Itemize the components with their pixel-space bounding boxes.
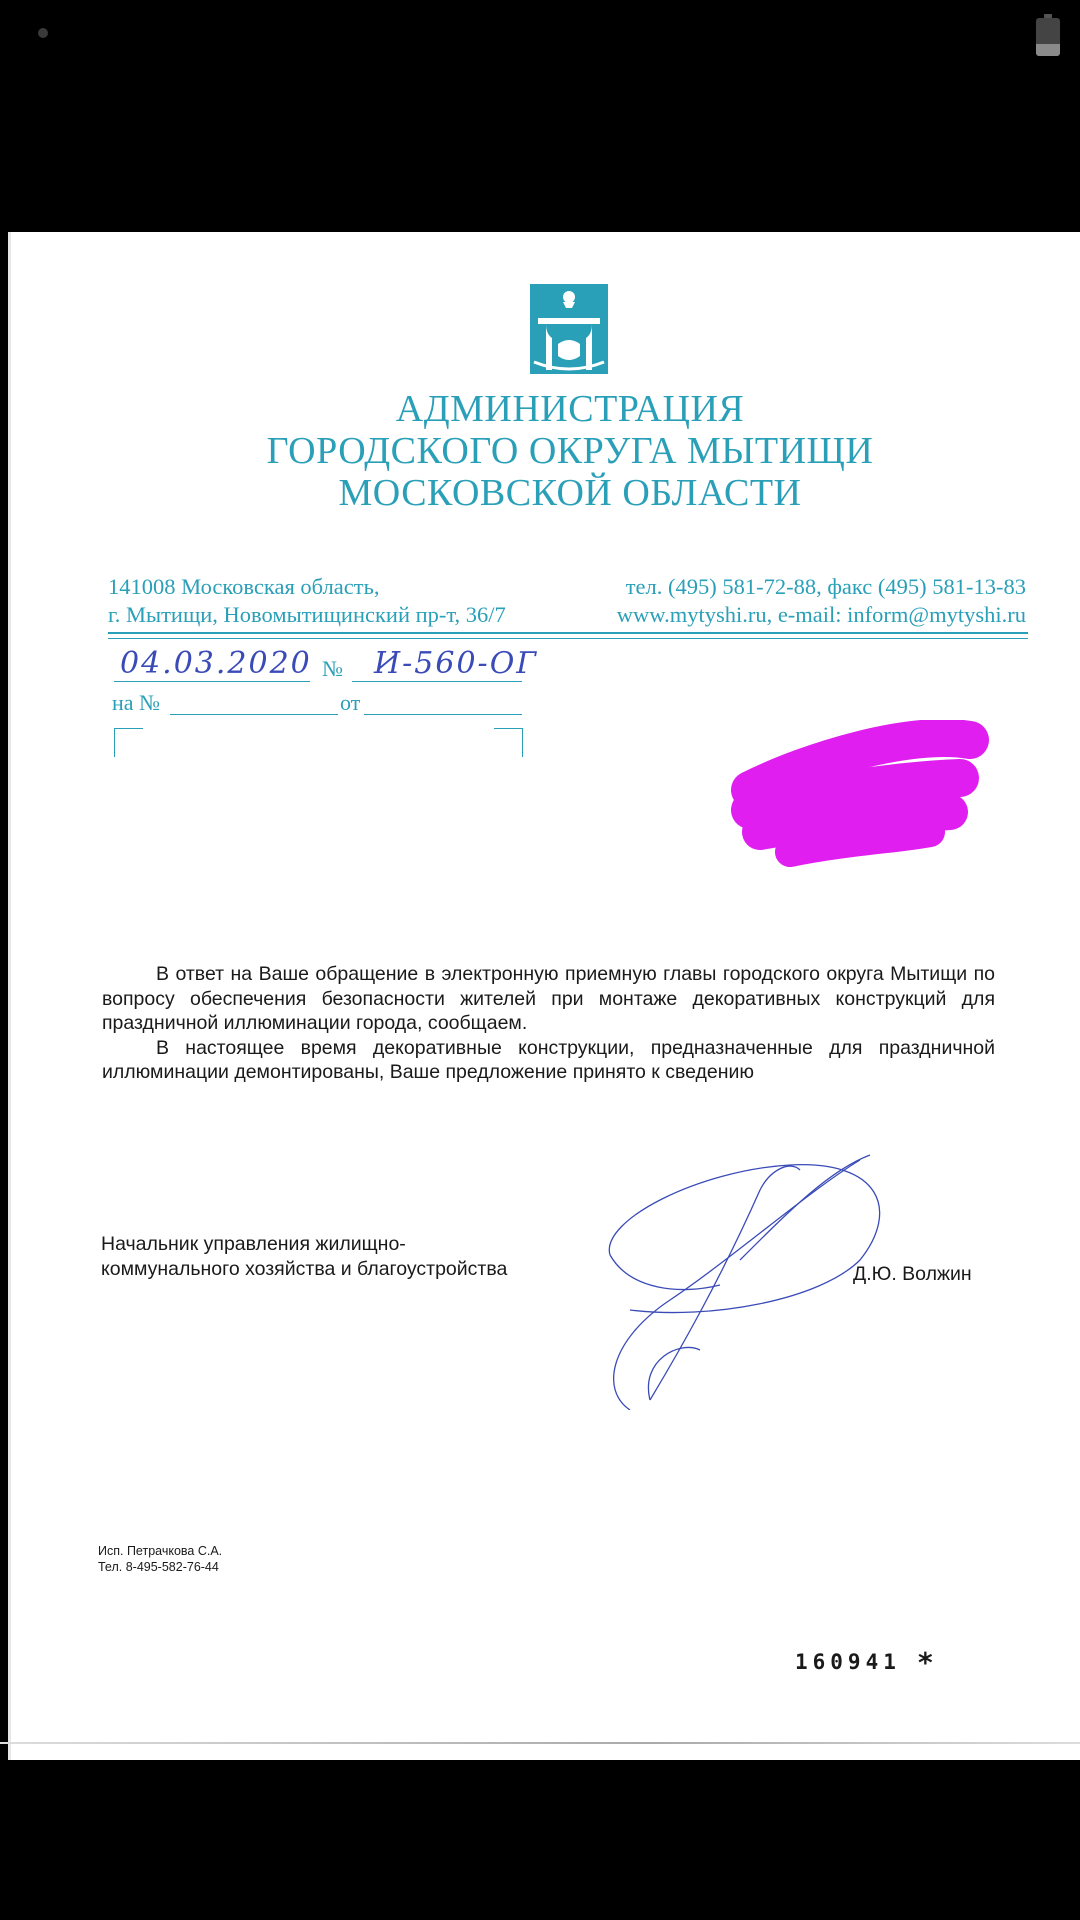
- redaction-scribble: [730, 720, 1050, 880]
- signatory-title-line-1: Начальник управления жилищно-: [101, 1233, 406, 1255]
- status-bar-dot: [38, 28, 48, 38]
- executor-phone: Тел. 8-495-582-76-44: [98, 1559, 219, 1574]
- from-label: от: [340, 690, 361, 715]
- handwritten-number: И-560-ОГ: [374, 646, 539, 681]
- executor-name: Исп. Петрачкова С.А.: [98, 1544, 223, 1558]
- contacts-line-1: тел. (495) 581-72-88, факс (495) 581-13-83: [625, 574, 1026, 599]
- in-reply-to-underline: [170, 714, 338, 715]
- letterhead-rule: [108, 632, 1028, 634]
- page-bottom-edge: [0, 1742, 1080, 1744]
- signatory-title-line-2: коммунального хозяйства и благоустройства: [101, 1258, 508, 1280]
- coat-of-arms-icon: [530, 284, 608, 374]
- document-number: 160941: [795, 1650, 901, 1674]
- address-line-1: 141008 Московская область,: [108, 574, 380, 599]
- number-underline: [352, 681, 522, 682]
- letter-body: [102, 962, 995, 1085]
- address-corner-left: [114, 728, 143, 757]
- asterisk-mark: *: [918, 1646, 933, 1679]
- address-corner-right: [494, 728, 523, 757]
- org-title-line-3: МОСКОВСКОЙ ОБЛАСТИ: [338, 472, 802, 514]
- signatory-name: Д.Ю. Волжин: [853, 1263, 972, 1285]
- letterhead-rule-thin: [108, 638, 1028, 639]
- in-reply-to-label: на №: [112, 690, 161, 715]
- org-title-line-2: ГОРОДСКОГО ОКРУГА МЫТИЩИ: [266, 430, 874, 472]
- contacts-line-2: www.mytyshi.ru, e-mail: inform@mytyshi.ru: [616, 602, 1026, 627]
- signatory-title: [101, 1232, 581, 1282]
- number-sign: №: [322, 656, 343, 681]
- body-paragraph-1: В ответ на Ваше обращение в электронную приемную главы городского округа Мытищи по вопросу обеспечения безопасности жителей при монтаже декоративных конструкций для праздничной иллюминации города, сообщаем.: [102, 963, 995, 1034]
- executor-info: [98, 1544, 222, 1575]
- org-title-line-1: АДМИНИСТРАЦИЯ: [395, 388, 745, 430]
- address-line-2: г. Мытищи, Новомытищинский пр-т, 36/7: [108, 602, 506, 627]
- handwritten-date: 04.03.2020: [120, 646, 312, 681]
- battery-icon: [1036, 14, 1060, 56]
- from-underline: [364, 714, 522, 715]
- body-paragraph-2: В настоящее время декоративные конструкции, предназначенные для праздничной иллюминации демонтированы, Ваше предложение принято к сведению: [102, 1036, 995, 1083]
- date-underline: [114, 681, 310, 682]
